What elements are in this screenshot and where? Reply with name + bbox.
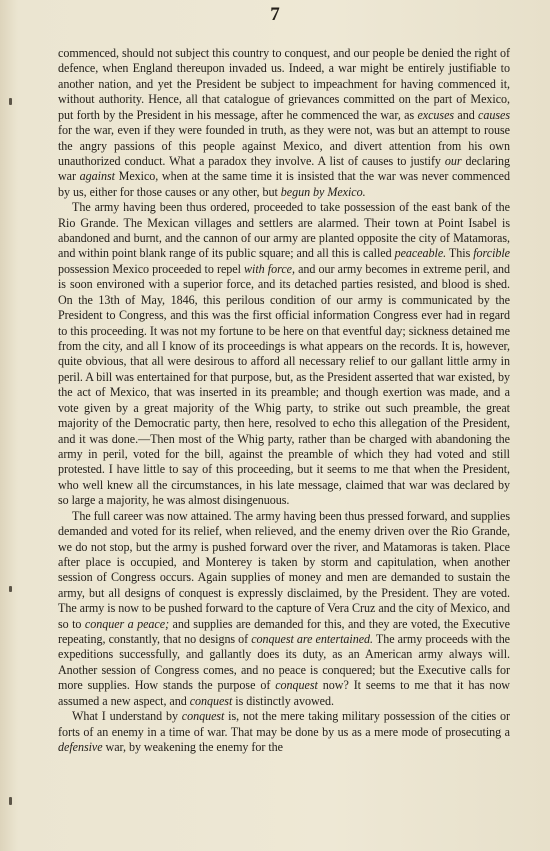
text-run: possession Mexico proceeded to repel xyxy=(58,261,245,276)
paragraph xyxy=(58,509,510,709)
italic-text: defensive xyxy=(58,739,103,754)
text-run: The army proceeds with the expeditions successfully, and gallantly does its duty, as an American army always will. Another session of Congress comes, and no peace is conquered; but the Executive calls for more supplies. How stands the purpose of xyxy=(58,632,511,693)
page-number: 7 xyxy=(270,4,280,25)
italic-text: peaceable. xyxy=(394,246,447,261)
body-text xyxy=(58,46,510,755)
text-run: What I understand by xyxy=(72,709,182,724)
italic-text: conquest xyxy=(181,709,225,724)
italic-text: begun by Mexico. xyxy=(280,184,366,199)
italic-text: with force, xyxy=(244,261,295,276)
text-run: The army having been thus ordered, proceeded to take possession of the east bank of the Rio Grande. The Mexican villages and settlers are alarmed. Their town at Point Isabel is abandoned and burnt, and the cannon of our army are planted opposite the city of Matamoras, and within point blank range of its public square; and all this is called xyxy=(58,200,510,261)
text-run: and supplies are demanded for this, and they are voted, the Executive repeating, constantly, that no designs of xyxy=(58,616,510,647)
italic-text: conquer a peace; xyxy=(84,616,170,631)
text-run: Mexico, when at the same time it is insisted that the war was never commenced by us, either for those causes or any other, but xyxy=(58,169,510,199)
text-run: is distinctly avowed. xyxy=(232,693,334,708)
italic-text: conquest are entertained. xyxy=(251,632,374,647)
text-run: and xyxy=(454,107,479,122)
text-run: This xyxy=(446,246,474,261)
text-run: for the war, even if they were founded in truth, as they were not, was but an attempt to rouse the angry passions of this people against Mexico, and divert attention from his own unauthorized conduct. What a paradox they involve. A list of causes to justify xyxy=(58,123,510,168)
paragraph xyxy=(58,709,510,755)
italic-text: against xyxy=(79,169,115,184)
italic-text: forcible xyxy=(473,246,511,261)
margin-mark xyxy=(9,586,12,592)
italic-text: excuses xyxy=(417,107,455,122)
italic-text: conquest xyxy=(189,693,233,708)
text-run: The full career was now attained. The army having been thus pressed forward, and supplies demanded and voted for its relief, when relieved, and the enemy driven over the Rio Grande, we do not stop, but the army is pushed forward over the river, and Matamoras is taken. Place after place is occupied, and Monterey is taken by storm and capitulation, when another session of Congress occurs. Again supplies of money and men are demanded to sustain the army, but all designs of conquest is expressly disclaimed, by the President. They are voted. The army is now to be pushed forward to the capture of Vera Cruz and the city of Mexico, and so to xyxy=(58,508,510,631)
italic-text: our xyxy=(444,153,462,168)
margin-mark xyxy=(9,797,12,805)
text-run: commenced, should not subject this country to conquest, and our people be denied the right of defence, when England thereupon invaded us. Indeed, a war might be entirely justifiable to another nation, and yet the President be subject to impeachment for having commenced it, without authority. Hence, all that catalogue of grievances committed on the part of Mexico, put forth by the President in his message, after he commenced the war, as xyxy=(58,46,510,122)
paragraph xyxy=(58,46,510,200)
text-run: is, not the mere taking military possession of the cities or forts of an enemy in a time of war. That may be done by us as a mere mode of prosecuting a xyxy=(58,709,510,739)
margin-mark xyxy=(9,98,12,105)
text-run: war, by weakening the enemy for the xyxy=(102,739,283,754)
text-run: declaring war xyxy=(58,153,511,184)
italic-text: conquest xyxy=(275,678,318,693)
text-run: and our army becomes in extreme peril, and is soon environed with a superior force, and its detached parties resisted, and blood is shed. On the 13th of May, 1846, this perilous condition of our army is communicated by the President to Congress, and this was the first official information Congress ever had in regard to this proceeding. It was not my fortune to be here on that eventful day; sickness detained me from the city, and all I know of its proceedings is what appears on the records. It is, however, quite obvious, that all were desirous to afford all necessary relief to our gallant little army in peril. A bill was entertained for that purpose, but, as the President asserted that war existed, by the act of Mexico, that was inserted in its preamble; and though exertion was made, and a vote given by a great majority of the Whig party, to strike out such preamble, the great majority of the Democratic party, then here, resolved to echo this allegation of the President, and it was done.—Then most of the Whig party, rather than be charged with abandoning the army in peril, voted for the bill, against the preamble of which they had voted and still protested. I have little to say of this proceeding, but it seems to me that when the President, who well knew all the circumstances, in his late message, claimed that war was declared by so large a majority, he was almost disingenuous. xyxy=(58,261,511,508)
paragraph xyxy=(58,200,510,508)
text-run: now? It seems to me that it has now assumed a new aspect, and xyxy=(58,678,510,708)
italic-text: causes xyxy=(478,107,510,122)
